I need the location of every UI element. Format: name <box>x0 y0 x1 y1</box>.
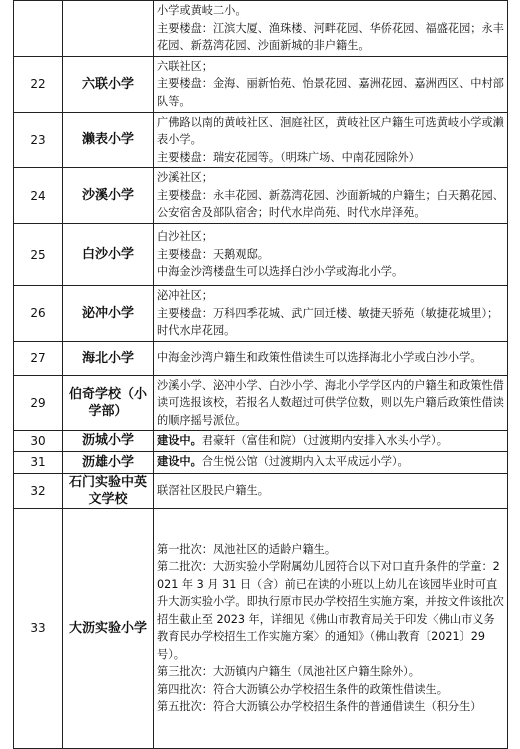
detail-line: 主要楼盘：万科四季花城、武广回迁楼、敏捷天骄苑（敏捷花城里）；时代水岸花园。 <box>157 306 499 337</box>
detail-line: 第三批次：大沥镇内户籍生（凤池社区户籍生除外）。 <box>157 665 420 678</box>
district-detail <box>154 168 508 224</box>
detail-line: 沙溪小学、泌冲小学、白沙小学、海北小学学区内的户籍生和政策性借读可选报该校，若报名人数超过可供学位数，则以先户籍后政策性借读的顺序摇号派位。 <box>157 378 504 427</box>
detail-line: 主要楼盘：天鹅观邸。 <box>157 247 269 261</box>
row-number: 32 <box>14 473 63 508</box>
district-detail <box>154 473 508 508</box>
detail-line: 主要楼盘：江滨大厦、渔珠楼、河畔花园、华侨花园、福盛花园；永丰花园、新荔湾花园、沙面新城的非户籍生。 <box>157 21 504 52</box>
detail-line: 主要楼盘：永丰花园、新荔湾花园、沙面新城的户籍生；白天鹅花园、公安宿舍及部队宿舍；时代水岸尚苑、时代水岸泽苑。 <box>157 188 504 220</box>
district-detail <box>154 112 508 168</box>
school-name: 沥城小学 <box>63 431 154 452</box>
school-name: 大沥实验小学 <box>63 508 154 748</box>
table-row <box>14 341 508 375</box>
school-name: 伯奇学校（小学部） <box>63 375 154 431</box>
school-name <box>63 1 154 57</box>
detail-line: 六联社区； <box>157 59 213 73</box>
row-number: 25 <box>14 224 63 286</box>
school-name: 石门实验中英文学校 <box>63 473 154 508</box>
status-label: 建设中。 <box>157 455 202 469</box>
row-number: 23 <box>14 112 63 168</box>
table-row <box>14 286 508 342</box>
table-row <box>14 508 508 748</box>
school-name: 白沙小学 <box>63 224 154 286</box>
district-detail <box>154 451 508 473</box>
detail-line: 泌冲社区； <box>157 289 213 302</box>
detail-line: 小学或黄岐二小。 <box>157 4 247 17</box>
row-number: 24 <box>14 168 63 224</box>
school-name: 濑表小学 <box>63 112 154 168</box>
detail-line: 第一批次：凤池社区的适龄户籍生。 <box>157 542 337 556</box>
row-number: 22 <box>14 56 63 112</box>
table-row <box>14 224 508 286</box>
district-detail <box>154 341 508 375</box>
district-detail <box>154 508 508 748</box>
table-row <box>14 112 508 168</box>
detail-line: 第四批次：符合大沥镇公办学校招生条件的政策性借读生。 <box>157 682 448 696</box>
detail-line: 白沙社区； <box>157 230 213 244</box>
school-name: 沥雄小学 <box>63 451 154 473</box>
school-district-table <box>13 0 508 749</box>
table-row <box>14 56 508 112</box>
detail-line: 沙溪社区； <box>157 171 213 185</box>
row-number: 27 <box>14 341 63 375</box>
detail-line: 中海金沙湾楼盘生可以选择白沙小学或海北小学。 <box>157 265 404 279</box>
detail-text: 君豪轩（富佳和院）（过渡期内安排入水头小学）。 <box>201 434 448 447</box>
district-detail <box>154 1 508 57</box>
table-row <box>14 375 508 431</box>
detail-line: 第二批次：大沥实验小学附属幼儿园符合以下对口直升条件的学童：2021 年 3 月 31 日（含）前已在读的小班以上幼儿在该园毕业时可直升大沥实验小学。即执行原市民办学校招生实施方案，并按文件该批次招生截止至 2023 年，详细见《佛山市教育局关于印发〈佛山市义务教育民办学校招生工作实施方案〉的通知》（佛山教育〔2021〕29 号）。 <box>157 560 504 661</box>
detail-line: 主要楼盘：金海、丽新怡苑、怡景花园、嘉洲花园、嘉洲西区、中村部队等。 <box>157 77 504 108</box>
detail-line: 主要楼盘：瑞安花园等。（明珠广场、中南花园除外） <box>157 150 420 164</box>
detail-line: 第五批次：符合大沥镇公办学校招生条件的普通借读生（积分生） <box>157 700 482 713</box>
district-detail <box>154 56 508 112</box>
row-number: 31 <box>14 451 63 473</box>
row-number <box>14 1 63 57</box>
row-number: 30 <box>14 431 63 452</box>
detail-line <box>157 453 504 471</box>
detail-text: 合生悦公馆（过渡期内入太平成远小学）。 <box>201 455 409 469</box>
district-detail <box>154 431 508 452</box>
table-row <box>14 451 508 473</box>
district-detail <box>154 375 508 431</box>
row-number: 29 <box>14 375 63 431</box>
school-name: 六联小学 <box>63 56 154 112</box>
row-number: 33 <box>14 508 63 748</box>
table-row <box>14 431 508 452</box>
detail-line: 联滘社区股民户籍生。 <box>157 483 269 497</box>
table-row <box>14 1 508 57</box>
table-row <box>14 168 508 224</box>
district-detail <box>154 286 508 342</box>
school-name: 海北小学 <box>63 341 154 375</box>
district-detail <box>154 224 508 286</box>
status-label: 建设中。 <box>157 434 202 447</box>
detail-line: 广佛路以南的黄岐社区、洄庭社区，黄岐社区户籍生可选黄岐小学或濑表小学。 <box>157 115 504 146</box>
school-name: 泌冲小学 <box>63 286 154 342</box>
detail-line: 中海金沙湾户籍生和政策性借读生可以选择海北小学或白沙小学。 <box>157 351 482 365</box>
school-name: 沙溪小学 <box>63 168 154 224</box>
detail-line <box>157 432 504 450</box>
row-number: 26 <box>14 286 63 342</box>
enrollment-table-page <box>13 0 507 749</box>
table-row <box>14 473 508 508</box>
